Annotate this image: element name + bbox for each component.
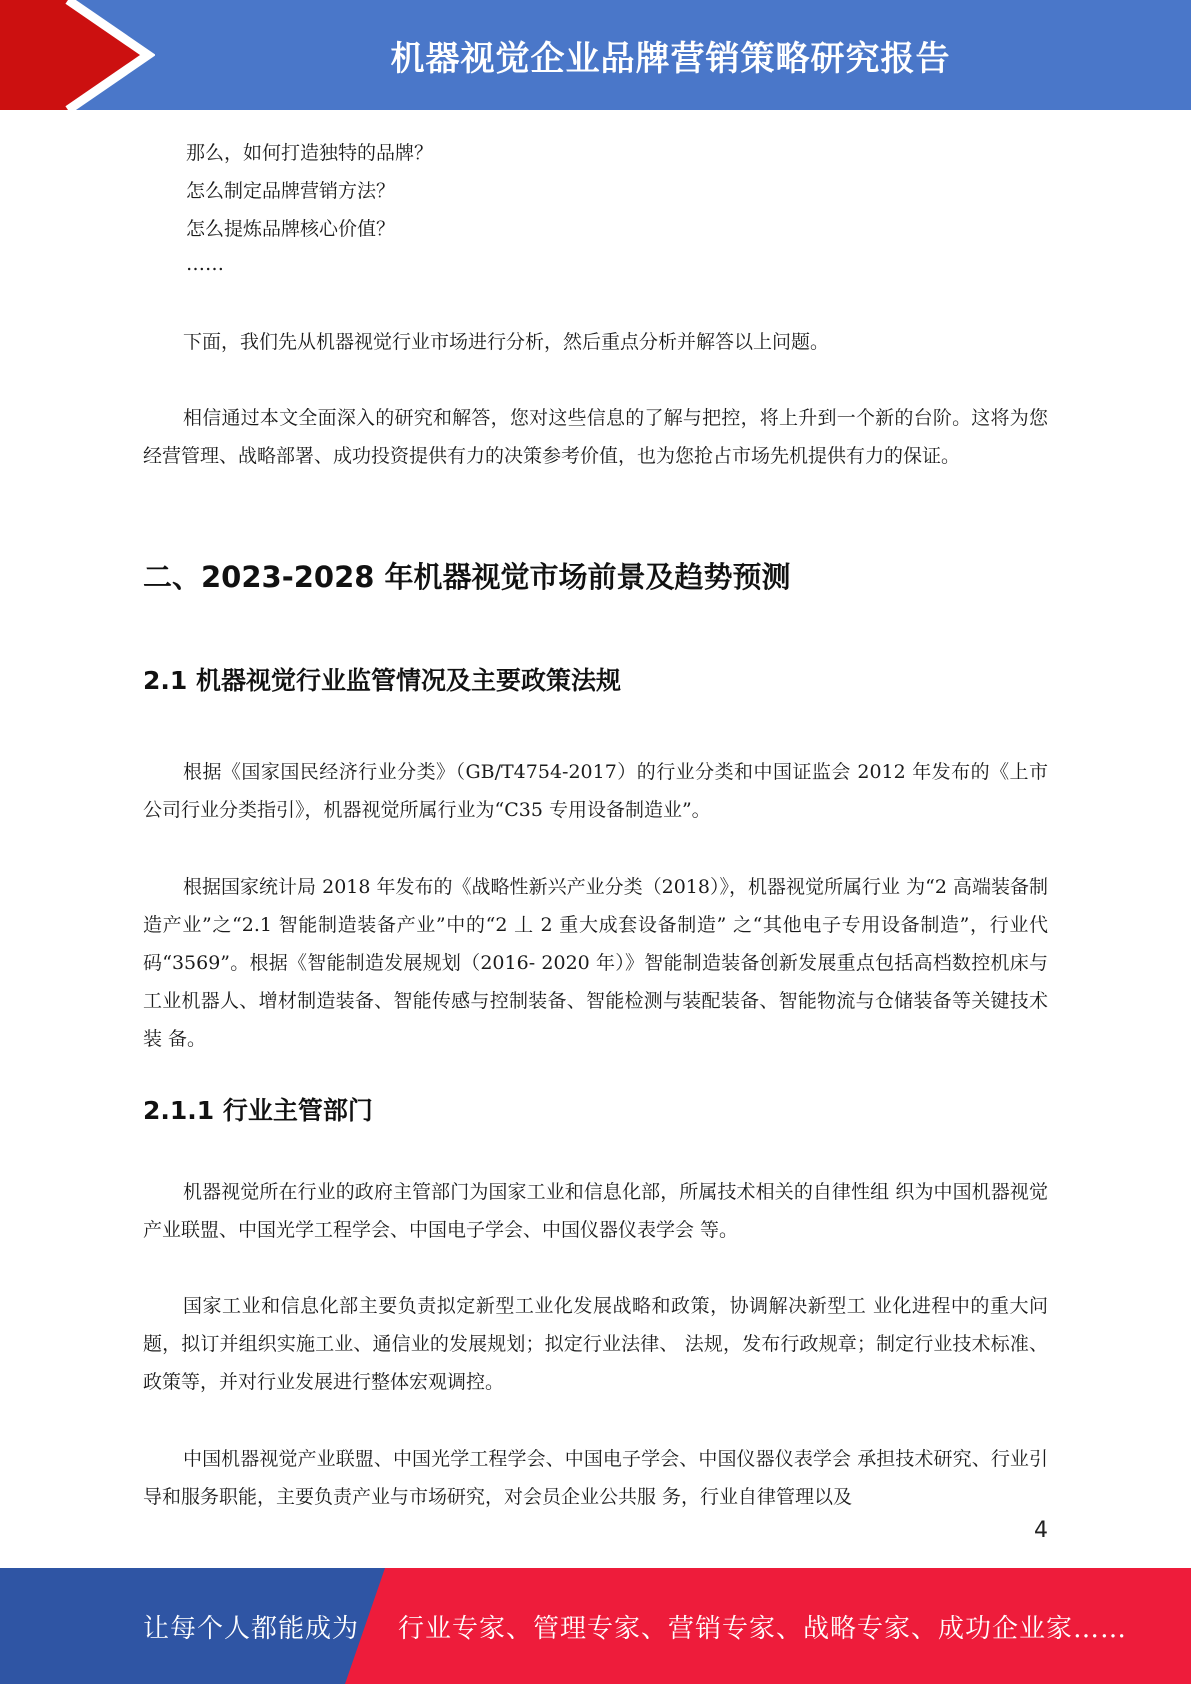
paragraph-industry-classification: 根据《国家国民经济行业分类》（GB/T4754-2017）的行业分类和中国证监会 2012 年发布的《上市公司行业分类指引》，机器视觉所属行业为“C35 专用设备制造业”。 — [143, 761, 1048, 821]
paragraph-value-statement: 相信通过本文全面深入的研究和解答，您对这些信息的了解与把控，将上升到一个新的台阶。这将为您经营管理、战略部署、成功投资提供有力的决策参考价值，也为您抢占市场先机提供有力的保证。 — [143, 407, 1048, 467]
section-heading-2: 二、2023-2028 年机器视觉市场前景及趋势预测 — [143, 560, 791, 594]
intro-question-3: 怎么提炼品牌核心价值？ — [186, 218, 396, 240]
page-header — [0, 0, 1191, 110]
footer-slogan-left: 让每个人都能成为 — [143, 1613, 360, 1644]
footer-slogan-right: 行业专家、管理专家、营销专家、战略专家、成功企业家…… — [398, 1613, 1128, 1644]
page-footer — [0, 1568, 1191, 1684]
report-title: 机器视觉企业品牌营销策略研究报告 — [390, 38, 951, 79]
paragraph-miit-duties: 国家工业和信息化部主要负责拟定新型工业化发展战略和政策，协调解决新型工 业化进程中的重大问题，拟订并组织实施工业、通信业的发展规划；拟定行业法律、 法规，发布行政规章；制定行业技术标准、政策等，并对行业发展进行整体宏观调控。 — [143, 1295, 1048, 1393]
paragraph-analysis-intro: 下面，我们先从机器视觉行业市场进行分析，然后重点分析并解答以上问题。 — [183, 331, 830, 353]
intro-question-1: 那么，如何打造独特的品牌？ — [186, 142, 434, 164]
header-arrow-icon — [0, 0, 155, 110]
section-heading-2-1: 2.1 机器视觉行业监管情况及主要政策法规 — [143, 666, 621, 695]
paragraph-regulator: 机器视觉所在行业的政府主管部门为国家工业和信息化部，所属技术相关的自律性组 织为中国机器视觉产业联盟、中国光学工程学会、中国电子学会、中国仪器仪表学会 等。 — [143, 1181, 1048, 1241]
paragraph-strategic-industry: 根据国家统计局 2018 年发布的《战略性新兴产业分类（2018）》，机器视觉所属行业 为“2 高端装备制造产业”之“2.1 智能制造装备产业”中的“2 丄 2 重大成套设备制造” 之“其他电子专用设备制造”，行业代码“3569”。根据《智能制造发展规划（2016- 2020 年）》智能制造装备创新发展重点包括高档数控机床与工业机器人、增材制造装备、智能传感与控制装备、智能检测与装配装备、智能物流与仓储装备等关键技术装 备。 — [143, 876, 1048, 1050]
section-heading-2-1-1: 2.1.1 行业主管部门 — [143, 1096, 373, 1125]
page-number: 4 — [1034, 1518, 1048, 1543]
intro-ellipsis: …… — [186, 253, 224, 275]
paragraph-associations: 中国机器视觉产业联盟、中国光学工程学会、中国电子学会、中国仪器仪表学会 承担技术研究、行业引导和服务职能，主要负责产业与市场研究，对会员企业公共服 务，行业自律管理以及 — [143, 1448, 1048, 1508]
intro-question-2: 怎么制定品牌营销方法？ — [186, 180, 396, 202]
